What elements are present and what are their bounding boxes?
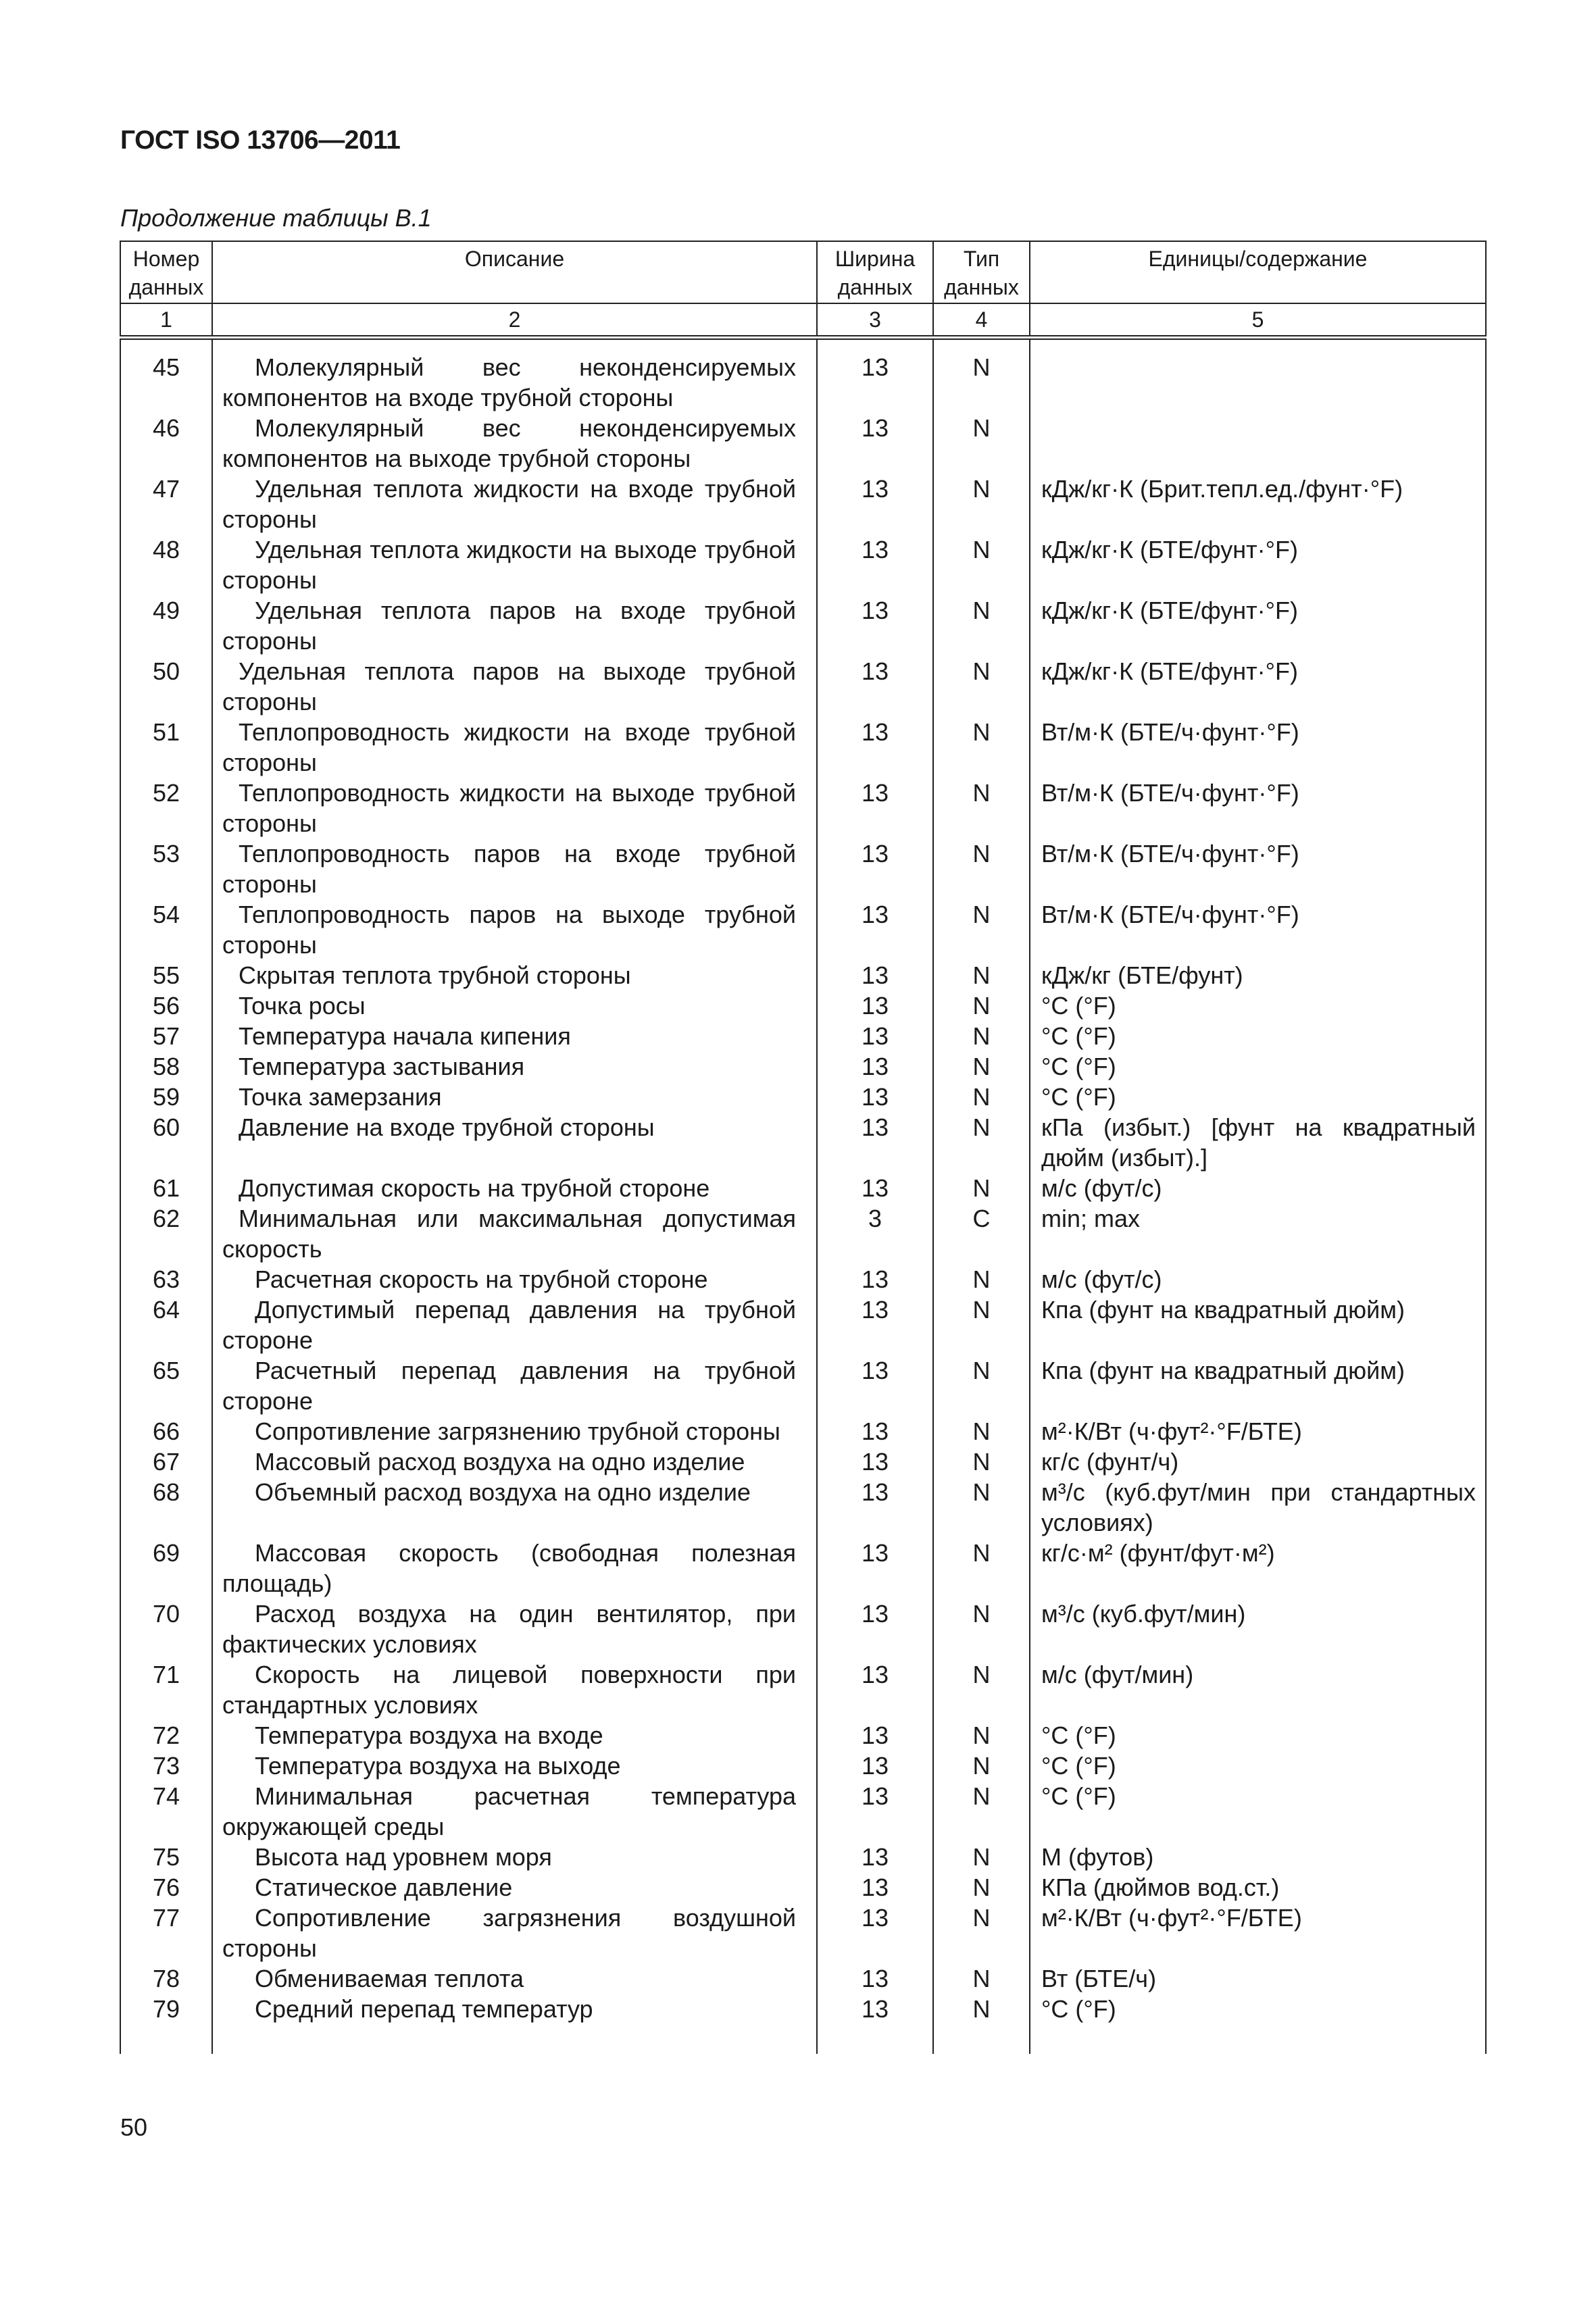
table-row <box>120 990 1486 1021</box>
header-cell: Ширина данных <box>817 241 933 303</box>
row-description: Допустимый перепад давления на трубной стороне <box>212 1294 817 1355</box>
row-data-type: N <box>933 1477 1030 1538</box>
row-data-width: 13 <box>817 717 933 778</box>
row-number: 60 <box>120 1112 212 1173</box>
row-units: °C (°F) <box>1030 1781 1486 1842</box>
row-data-width: 13 <box>817 1082 933 1112</box>
table-caption: Продолжение таблицы В.1 <box>120 204 432 232</box>
row-data-type: N <box>933 960 1030 990</box>
row-number: 57 <box>120 1021 212 1051</box>
table-row <box>120 960 1486 990</box>
row-description: Средний перепад температур <box>212 1994 817 2024</box>
table-row <box>120 656 1486 717</box>
row-data-width: 13 <box>817 1781 933 1842</box>
row-number: 51 <box>120 717 212 778</box>
table-row <box>120 474 1486 534</box>
column-number: 3 <box>817 303 933 338</box>
row-data-width: 13 <box>817 656 933 717</box>
table-row <box>120 778 1486 838</box>
row-description: Массовый расход воздуха на одно изделие <box>212 1447 817 1477</box>
table-row <box>120 1720 1486 1751</box>
row-data-width: 13 <box>817 1720 933 1751</box>
row-units: кг/с·м² (фунт/фут·м²) <box>1030 1538 1486 1599</box>
table-row <box>120 838 1486 899</box>
row-number: 58 <box>120 1051 212 1082</box>
table-row <box>120 1903 1486 1963</box>
row-data-width: 13 <box>817 534 933 595</box>
row-units: М (футов) <box>1030 1842 1486 1872</box>
row-data-width: 13 <box>817 1447 933 1477</box>
data-table <box>120 241 1487 2054</box>
row-description: Скорость на лицевой поверхности при стандартных условиях <box>212 1659 817 1720</box>
table-row <box>120 1538 1486 1599</box>
table-row <box>120 595 1486 656</box>
row-description: Температура воздуха на выходе <box>212 1751 817 1781</box>
row-data-type: N <box>933 1355 1030 1416</box>
row-description: Минимальная или максимальная допустимая скорость <box>212 1203 817 1264</box>
row-data-type: N <box>933 1538 1030 1599</box>
row-description: Расчетная скорость на трубной стороне <box>212 1264 817 1294</box>
row-units: Вт/м·К (БТЕ/ч·фунт·°F) <box>1030 899 1486 960</box>
row-data-width: 13 <box>817 1021 933 1051</box>
row-data-width: 13 <box>817 1173 933 1203</box>
row-units: кг/с (фунт/ч) <box>1030 1447 1486 1477</box>
row-data-width: 13 <box>817 1994 933 2024</box>
page-number: 50 <box>120 2113 148 2141</box>
row-data-width: 13 <box>817 1903 933 1963</box>
table-row <box>120 1963 1486 1994</box>
row-description: Допустимая скорость на трубной стороне <box>212 1173 817 1203</box>
row-data-width: 13 <box>817 1599 933 1659</box>
row-number: 45 <box>120 352 212 413</box>
table-row <box>120 1872 1486 1903</box>
row-data-width: 13 <box>817 838 933 899</box>
row-data-type: N <box>933 1963 1030 1994</box>
column-number: 2 <box>212 303 817 338</box>
row-description: Сопротивление загрязнения воздушной стороны <box>212 1903 817 1963</box>
row-description: Удельная теплота жидкости на выходе трубной стороны <box>212 534 817 595</box>
row-number: 54 <box>120 899 212 960</box>
row-data-type: N <box>933 717 1030 778</box>
row-number: 75 <box>120 1842 212 1872</box>
row-description: Температура воздуха на входе <box>212 1720 817 1751</box>
row-number: 69 <box>120 1538 212 1599</box>
row-data-type: N <box>933 595 1030 656</box>
row-number: 49 <box>120 595 212 656</box>
row-number: 73 <box>120 1751 212 1781</box>
row-units: м³/с (куб.фут/мин) <box>1030 1599 1486 1659</box>
row-units: °C (°F) <box>1030 1082 1486 1112</box>
row-units: Вт/м·К (БТЕ/ч·фунт·°F) <box>1030 717 1486 778</box>
row-data-type: N <box>933 778 1030 838</box>
table-row <box>120 1781 1486 1842</box>
table-row <box>120 413 1486 474</box>
row-data-width: 13 <box>817 474 933 534</box>
table-row <box>120 1994 1486 2024</box>
row-number: 74 <box>120 1781 212 1842</box>
table-row <box>120 1264 1486 1294</box>
row-description: Теплопроводность паров на выходе трубной стороны <box>212 899 817 960</box>
row-number: 79 <box>120 1994 212 2024</box>
row-data-width: 13 <box>817 1416 933 1447</box>
row-data-type: C <box>933 1203 1030 1264</box>
row-data-type: N <box>933 1021 1030 1051</box>
row-description: Обмениваемая теплота <box>212 1963 817 1994</box>
row-data-type: N <box>933 1294 1030 1355</box>
table-row <box>120 899 1486 960</box>
row-units: м²·К/Вт (ч·фут²·°F/БТЕ) <box>1030 1416 1486 1447</box>
row-number: 76 <box>120 1872 212 1903</box>
row-number: 77 <box>120 1903 212 1963</box>
table-row <box>120 1203 1486 1264</box>
row-number: 78 <box>120 1963 212 1994</box>
row-data-width: 13 <box>817 352 933 413</box>
row-description: Удельная теплота паров на входе трубной стороны <box>212 595 817 656</box>
row-description: Точка росы <box>212 990 817 1021</box>
row-units <box>1030 352 1486 413</box>
row-data-type: N <box>933 1264 1030 1294</box>
row-number: 71 <box>120 1659 212 1720</box>
row-description: Статическое давление <box>212 1872 817 1903</box>
header-cell: Единицы/содержание <box>1030 241 1486 303</box>
column-number: 1 <box>120 303 212 338</box>
column-number: 5 <box>1030 303 1486 338</box>
row-units: °C (°F) <box>1030 1051 1486 1082</box>
row-data-width: 13 <box>817 1872 933 1903</box>
row-data-width: 13 <box>817 899 933 960</box>
row-units: °C (°F) <box>1030 1720 1486 1751</box>
row-data-type: N <box>933 1599 1030 1659</box>
row-data-width: 13 <box>817 1112 933 1173</box>
row-units: °C (°F) <box>1030 990 1486 1021</box>
row-data-width: 13 <box>817 1264 933 1294</box>
row-number: 55 <box>120 960 212 990</box>
table-row <box>120 1051 1486 1082</box>
table-row <box>120 1112 1486 1173</box>
row-data-type: N <box>933 1751 1030 1781</box>
row-units: min; max <box>1030 1203 1486 1264</box>
row-data-width: 13 <box>817 413 933 474</box>
row-units: °C (°F) <box>1030 1994 1486 2024</box>
table-row <box>120 1021 1486 1051</box>
row-number: 53 <box>120 838 212 899</box>
row-units: Кпа (фунт на квадратный дюйм) <box>1030 1294 1486 1355</box>
table-row <box>120 717 1486 778</box>
row-data-width: 13 <box>817 595 933 656</box>
header-cell: Тип данных <box>933 241 1030 303</box>
row-data-width: 13 <box>817 1751 933 1781</box>
row-number: 62 <box>120 1203 212 1264</box>
row-units: кДж/кг (БТЕ/фунт) <box>1030 960 1486 990</box>
row-description: Расчетный перепад давления на трубной стороне <box>212 1355 817 1416</box>
row-data-width: 3 <box>817 1203 933 1264</box>
table-row <box>120 1447 1486 1477</box>
row-number: 50 <box>120 656 212 717</box>
row-number: 68 <box>120 1477 212 1538</box>
row-units: кДж/кг·К (Брит.тепл.ед./фунт·°F) <box>1030 474 1486 534</box>
column-number: 4 <box>933 303 1030 338</box>
row-description: Объемный расход воздуха на одно изделие <box>212 1477 817 1538</box>
row-data-width: 13 <box>817 1294 933 1355</box>
row-description: Молекулярный вес неконденсируемых компонентов на входе трубной стороны <box>212 352 817 413</box>
table-row <box>120 1294 1486 1355</box>
row-description: Молекулярный вес неконденсируемых компонентов на выходе трубной стороны <box>212 413 817 474</box>
header-cell: Описание <box>212 241 817 303</box>
table-row <box>120 1659 1486 1720</box>
row-number: 61 <box>120 1173 212 1203</box>
row-units: кДж/кг·К (БТЕ/фунт·°F) <box>1030 656 1486 717</box>
row-units: Вт (БТЕ/ч) <box>1030 1963 1486 1994</box>
row-data-type: N <box>933 534 1030 595</box>
header-cell: Номер данных <box>120 241 212 303</box>
row-number: 67 <box>120 1447 212 1477</box>
row-units: кДж/кг·К (БТЕ/фунт·°F) <box>1030 534 1486 595</box>
row-data-type: N <box>933 1994 1030 2024</box>
row-units: °C (°F) <box>1030 1021 1486 1051</box>
row-units: Вт/м·К (БТЕ/ч·фунт·°F) <box>1030 838 1486 899</box>
row-data-type: N <box>933 1082 1030 1112</box>
table-row <box>120 1599 1486 1659</box>
row-number: 63 <box>120 1264 212 1294</box>
table-row <box>120 1173 1486 1203</box>
row-units <box>1030 413 1486 474</box>
row-data-type: N <box>933 1872 1030 1903</box>
row-data-type: N <box>933 474 1030 534</box>
row-data-type: N <box>933 352 1030 413</box>
row-description: Температура застывания <box>212 1051 817 1082</box>
table-body <box>120 338 1486 2055</box>
row-data-width: 13 <box>817 1051 933 1082</box>
row-data-type: N <box>933 1720 1030 1751</box>
row-data-type: N <box>933 656 1030 717</box>
table-row <box>120 1751 1486 1781</box>
row-units: Кпа (фунт на квадратный дюйм) <box>1030 1355 1486 1416</box>
row-units: КПа (дюймов вод.ст.) <box>1030 1872 1486 1903</box>
row-units: м/с (фут/с) <box>1030 1173 1486 1203</box>
table-row <box>120 1477 1486 1538</box>
row-description: Массовая скорость (свободная полезная площадь) <box>212 1538 817 1599</box>
row-number: 56 <box>120 990 212 1021</box>
row-units: кПа (избыт.) [фунт на квадратный дюйм (избыт).] <box>1030 1112 1486 1173</box>
column-number-row <box>120 303 1486 338</box>
row-number: 47 <box>120 474 212 534</box>
table-row <box>120 1416 1486 1447</box>
row-number: 59 <box>120 1082 212 1112</box>
table-row <box>120 1842 1486 1872</box>
row-data-type: N <box>933 1659 1030 1720</box>
document-code: ГОСТ ISO 13706—2011 <box>120 126 401 155</box>
row-number: 72 <box>120 1720 212 1751</box>
row-description: Температура начала кипения <box>212 1021 817 1051</box>
row-units: Вт/м·К (БТЕ/ч·фунт·°F) <box>1030 778 1486 838</box>
row-data-type: N <box>933 1416 1030 1447</box>
row-data-width: 13 <box>817 1963 933 1994</box>
row-description: Скрытая теплота трубной стороны <box>212 960 817 990</box>
row-number: 65 <box>120 1355 212 1416</box>
row-data-type: N <box>933 838 1030 899</box>
row-description: Расход воздуха на один вентилятор, при фактических условиях <box>212 1599 817 1659</box>
row-number: 46 <box>120 413 212 474</box>
table-row <box>120 534 1486 595</box>
row-data-type: N <box>933 1903 1030 1963</box>
row-data-type: N <box>933 1112 1030 1173</box>
row-data-width: 13 <box>817 1477 933 1538</box>
row-data-type: N <box>933 1051 1030 1082</box>
data-table-frame <box>120 241 1485 2105</box>
row-number: 64 <box>120 1294 212 1355</box>
row-data-width: 13 <box>817 1659 933 1720</box>
row-units: °C (°F) <box>1030 1751 1486 1781</box>
row-units: м/с (фут/мин) <box>1030 1659 1486 1720</box>
row-data-width: 13 <box>817 1842 933 1872</box>
row-description: Теплопроводность паров на входе трубной стороны <box>212 838 817 899</box>
row-description: Давление на входе трубной стороны <box>212 1112 817 1173</box>
table-row <box>120 1082 1486 1112</box>
row-number: 66 <box>120 1416 212 1447</box>
row-data-type: N <box>933 1447 1030 1477</box>
row-description: Теплопроводность жидкости на входе трубной стороны <box>212 717 817 778</box>
row-number: 48 <box>120 534 212 595</box>
row-description: Высота над уровнем моря <box>212 1842 817 1872</box>
row-data-width: 13 <box>817 990 933 1021</box>
row-number: 52 <box>120 778 212 838</box>
row-description: Удельная теплота жидкости на входе трубной стороны <box>212 474 817 534</box>
row-description: Сопротивление загрязнению трубной стороны <box>212 1416 817 1447</box>
row-data-type: N <box>933 1842 1030 1872</box>
row-units: м²·К/Вт (ч·фут²·°F/БТЕ) <box>1030 1903 1486 1963</box>
row-data-type: N <box>933 1173 1030 1203</box>
row-units: кДж/кг·К (БТЕ/фунт·°F) <box>1030 595 1486 656</box>
row-data-width: 13 <box>817 1355 933 1416</box>
row-data-width: 13 <box>817 778 933 838</box>
row-data-type: N <box>933 899 1030 960</box>
row-data-width: 13 <box>817 960 933 990</box>
row-data-type: N <box>933 1781 1030 1842</box>
row-description: Минимальная расчетная температура окружающей среды <box>212 1781 817 1842</box>
table-row <box>120 352 1486 413</box>
table-row <box>120 1355 1486 1416</box>
header-row <box>120 241 1486 303</box>
row-description: Теплопроводность жидкости на выходе трубной стороны <box>212 778 817 838</box>
row-data-type: N <box>933 413 1030 474</box>
row-description: Точка замерзания <box>212 1082 817 1112</box>
row-units: м/с (фут/с) <box>1030 1264 1486 1294</box>
row-data-type: N <box>933 990 1030 1021</box>
row-units: м³/с (куб.фут/мин при стандартных условиях) <box>1030 1477 1486 1538</box>
row-number: 70 <box>120 1599 212 1659</box>
row-description: Удельная теплота паров на выходе трубной стороны <box>212 656 817 717</box>
row-data-width: 13 <box>817 1538 933 1599</box>
